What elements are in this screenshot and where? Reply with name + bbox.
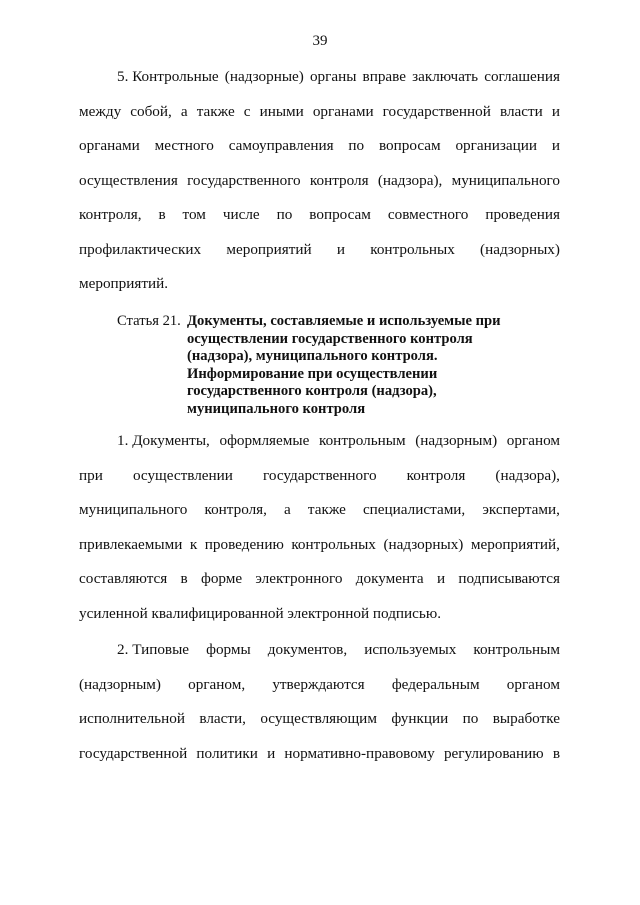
word: государственного xyxy=(263,466,377,484)
word: мероприятий. xyxy=(79,275,169,292)
word: власти, xyxy=(199,710,246,727)
word: вправе xyxy=(362,68,406,85)
text-line xyxy=(79,240,560,275)
paragraph-2 xyxy=(79,640,560,778)
word: 5. Контрольные xyxy=(117,68,219,85)
word: государственной xyxy=(382,102,491,120)
word: специалистами, xyxy=(362,501,466,518)
article-title-line: осуществлении государственного контроля xyxy=(187,330,473,347)
word: проведению xyxy=(204,535,284,553)
word: привлекаемыми xyxy=(79,535,183,553)
word: а xyxy=(284,501,291,518)
word: (надзора), xyxy=(377,171,443,189)
text-line xyxy=(79,569,560,604)
word: органы xyxy=(309,68,357,85)
text-line xyxy=(79,675,560,710)
word: вопросам xyxy=(309,206,371,223)
word: (надзорным) xyxy=(415,432,498,449)
word: документа xyxy=(355,570,424,587)
word: утверждаются xyxy=(272,675,365,693)
word: контрольным xyxy=(318,432,406,449)
word: совместного xyxy=(387,206,469,223)
text-line xyxy=(79,535,560,570)
text-line xyxy=(79,136,560,171)
word: числе xyxy=(222,206,260,223)
word: (надзорных) xyxy=(480,240,560,258)
text-line xyxy=(79,205,560,240)
word: между xyxy=(79,102,122,120)
word: мероприятий, xyxy=(470,535,560,553)
article-title-line: государственного контроля (надзора), xyxy=(187,383,437,400)
word: собой, xyxy=(130,102,172,120)
word: и xyxy=(336,240,346,258)
word: также xyxy=(307,501,346,518)
paragraph-1 xyxy=(79,431,560,638)
word: органом xyxy=(506,432,560,449)
word: контрольным xyxy=(473,641,560,658)
word: 1. Документы, xyxy=(117,432,210,449)
word: организации xyxy=(455,137,537,154)
word: по xyxy=(276,206,293,223)
article-title-line: (надзора), муниципального контроля. xyxy=(187,348,438,365)
word: по xyxy=(348,137,365,154)
word: форме xyxy=(200,570,243,587)
word: контроля xyxy=(406,466,466,484)
word: муниципального xyxy=(451,171,560,189)
word: местного xyxy=(154,137,214,154)
word: выработке xyxy=(492,710,560,727)
text-line xyxy=(79,171,560,206)
word: в xyxy=(552,744,560,762)
word: подписываются xyxy=(458,570,560,587)
article-title-line: Информирование при осуществлении xyxy=(187,365,438,382)
word: федеральным xyxy=(391,675,480,693)
word: (надзорные) xyxy=(224,68,304,85)
text-line xyxy=(79,466,560,501)
word: и xyxy=(551,137,560,154)
word: также xyxy=(196,102,235,120)
word: (надзора), xyxy=(495,466,560,484)
word: соглашения xyxy=(484,68,560,85)
word: оформляемые xyxy=(219,432,310,449)
article-title-line: Документы, составляемые и используемые при xyxy=(187,313,501,329)
word: государственного xyxy=(187,171,301,189)
text-line xyxy=(79,640,560,675)
word: заключать xyxy=(412,68,479,85)
word: контроля, xyxy=(204,501,267,518)
word: и xyxy=(551,102,560,120)
word: контрольных xyxy=(370,240,455,258)
word: составляются xyxy=(79,570,168,587)
article-21-heading xyxy=(117,313,567,419)
word: контроля, xyxy=(79,206,142,223)
word: органом, xyxy=(188,675,246,693)
word: (надзорных) xyxy=(383,535,464,553)
article-label: Статья 21. xyxy=(117,313,181,329)
word: по xyxy=(462,710,479,727)
word: 2. Типовые xyxy=(117,641,190,658)
word: вопросам xyxy=(378,137,441,154)
word: проведения xyxy=(485,206,560,223)
word: том xyxy=(182,206,206,223)
text-line xyxy=(79,67,560,102)
word: контроля xyxy=(309,171,369,189)
word: и xyxy=(436,570,446,587)
word: органами xyxy=(79,137,140,154)
text-line xyxy=(79,102,560,137)
word: функции xyxy=(391,710,449,727)
word: (надзорным) xyxy=(79,675,161,693)
word: муниципального xyxy=(79,501,188,518)
word: иными xyxy=(259,102,304,120)
word: при xyxy=(79,466,103,484)
paragraph-5 xyxy=(79,67,560,309)
word: политики xyxy=(196,744,258,762)
word: документов, xyxy=(267,641,348,658)
word: экспертами, xyxy=(482,501,560,518)
word: в xyxy=(158,206,166,223)
word: осуществляющим xyxy=(260,710,377,727)
word: нормативно-правовому xyxy=(284,744,435,762)
word: самоуправления xyxy=(228,137,334,154)
text-line xyxy=(79,431,560,466)
page-number: 39 xyxy=(312,33,328,49)
text-line xyxy=(79,744,560,779)
word: и xyxy=(267,744,276,762)
word: усиленной квалифицированной электронной подписью. xyxy=(79,604,441,622)
article-title-line: муниципального контроля xyxy=(187,400,366,417)
word: органами xyxy=(312,102,374,120)
word: к xyxy=(189,535,198,553)
word: формы xyxy=(206,641,251,658)
word: осуществлении xyxy=(132,466,233,484)
word: осуществления xyxy=(79,171,178,189)
text-line xyxy=(79,604,560,639)
word: органом xyxy=(506,675,560,693)
word: власти xyxy=(499,102,543,120)
word: а xyxy=(180,102,188,120)
word: электронного xyxy=(255,570,343,587)
text-line xyxy=(79,500,560,535)
word: мероприятий xyxy=(226,240,312,258)
word: контрольных xyxy=(291,535,376,553)
text-line xyxy=(79,709,560,744)
word: профилактических xyxy=(79,240,202,258)
word: используемых xyxy=(364,641,457,658)
word: регулированию xyxy=(443,744,544,762)
word: в xyxy=(180,570,188,587)
word: с xyxy=(243,102,251,120)
word: государственной xyxy=(79,744,188,762)
text-line xyxy=(79,274,560,309)
word: исполнительной xyxy=(79,710,185,727)
